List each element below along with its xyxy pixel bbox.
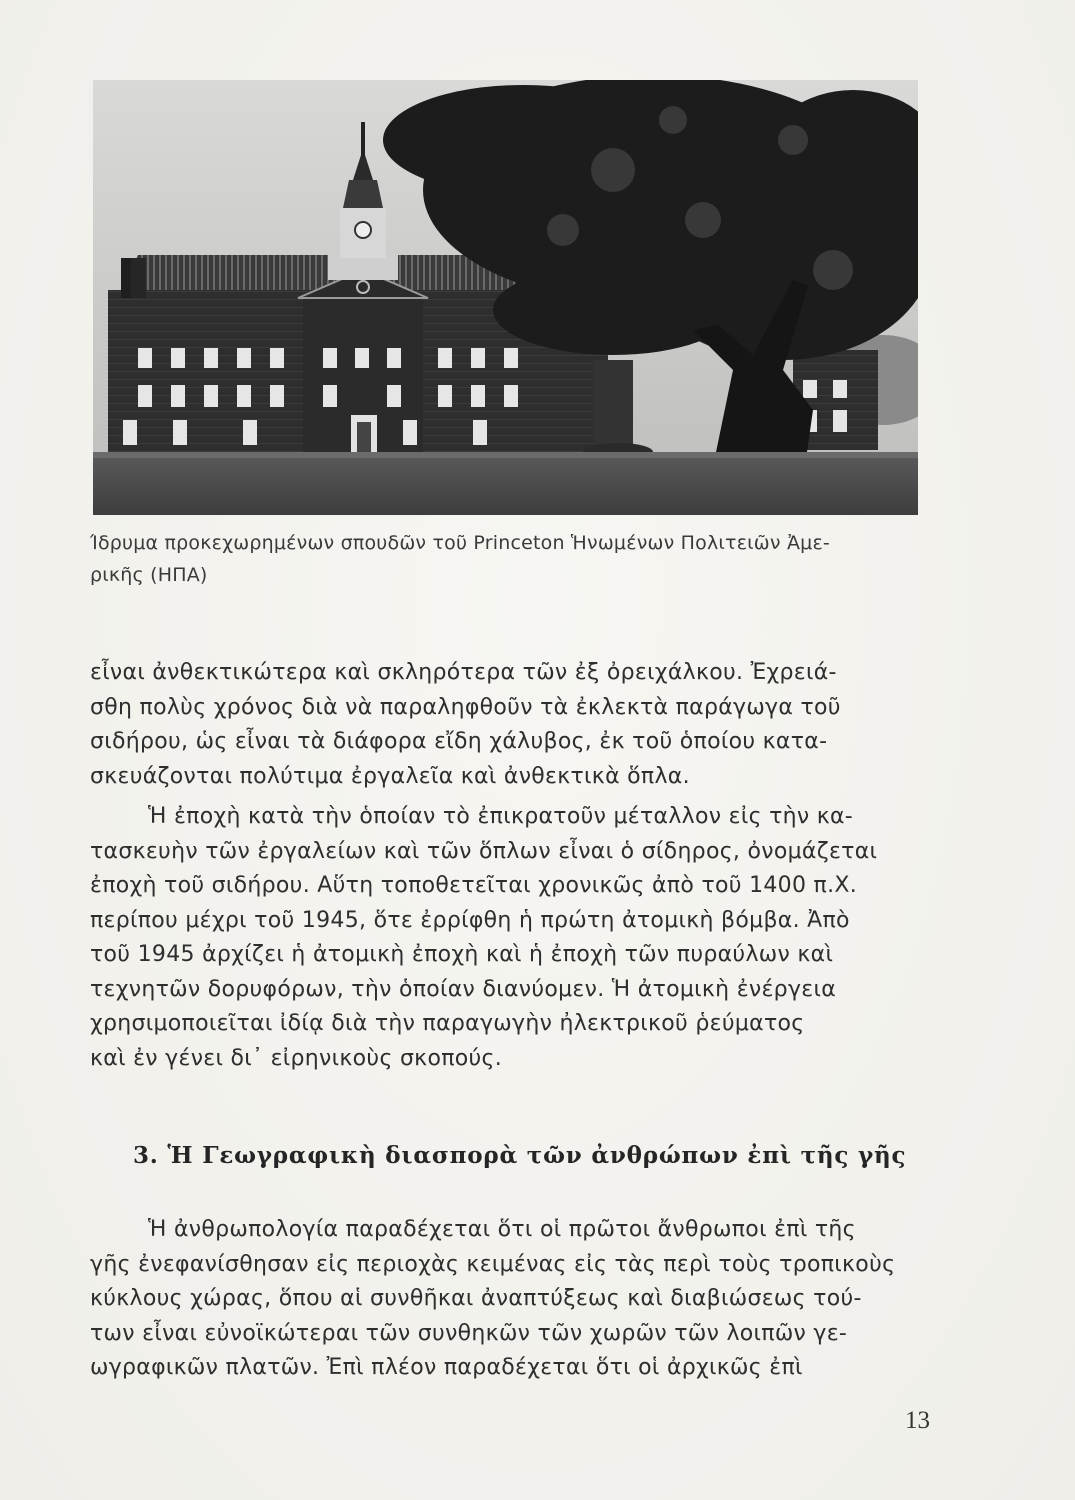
text-line: χρησιμοποιεῖται ἰδίᾳ διὰ τὴν παραγωγὴν ἠλεκτρικοῦ ῥεύματος	[90, 1011, 805, 1036]
text-line: ωγραφικῶν πλατῶν. Ἐπὶ πλέον παραδέχεται ὅτι οἱ ἀρχικῶς ἐπὶ	[90, 1355, 803, 1380]
text-line: καὶ ἐν γένει δι᾽ εἰρηνικοὺς σκοπούς.	[90, 1045, 503, 1071]
text-line: των εἶναι εὐνοϊκώτεραι τῶν συνθηκῶν τῶν χωρῶν τῶν λοιπῶν γε-	[90, 1320, 848, 1346]
princeton-building-photo	[93, 80, 918, 515]
caption-line-1: Ίδρυμα προκεχωρημένων σπουδῶν τοῦ Princeton Ἡνωμένων Πολιτειῶν Ἀμε-	[90, 532, 830, 554]
text-line: γῆς ἐνεφανίσθησαν εἰς περιοχὰς κειμένας εἰς τὰς περὶ τοὺς τροπικοὺς	[90, 1251, 896, 1277]
text-line: τεχνητῶν δορυφόρων, τὴν ὁποίαν διανύομεν. Ἡ ἀτομικὴ ἐνέργεια	[90, 976, 837, 1002]
text-line: σκευάζονται πολύτιμα ἐργαλεῖα καὶ ἀνθεκτικὰ ὅπλα.	[90, 763, 690, 789]
photo-caption	[90, 527, 935, 591]
text-line: Ἡ ἀνθρωπολογία παραδέχεται ὅτι οἱ πρῶτοι ἄνθρωποι ἐπὶ τῆς	[148, 1217, 856, 1242]
text-line: τοῦ 1945 ἀρχίζει ἡ ἀτομικὴ ἐποχὴ καὶ ἡ ἐποχὴ τῶν πυραύλων καὶ	[90, 942, 834, 967]
text-line: κύκλους χώρας, ὅπου αἱ συνθῆκαι ἀναπτύξεως καὶ διαβιώσεως τού-	[90, 1286, 862, 1311]
text-line: εἶναι ἀνθεκτικώτερα καὶ σκληρότερα τῶν ἐξ ὀρειχάλκου. Ἐχρειά-	[90, 660, 837, 685]
caption-line-2: ρικῆς (ΗΠΑ)	[90, 564, 208, 586]
page-number: 13	[905, 1407, 930, 1434]
text-line: σθη πολὺς χρόνος διὰ νὰ παραληφθοῦν τὰ ἐκλεκτὰ παράγωγα τοῦ	[90, 694, 841, 720]
section-heading: 3. Ἡ Γεωγραφικὴ διασπορὰ τῶν ἀνθρώπων ἐπὶ τῆς γῆς	[133, 1142, 907, 1169]
text-line: σιδήρου, ὡς εἶναι τὰ διάφορα εἴδη χάλυβος, ἐκ τοῦ ὁποίου κατα-	[90, 729, 828, 754]
text-line: Ἡ ἐποχὴ κατὰ τὴν ὁποίαν τὸ ἐπικρατοῦν μέταλλον εἰς τὴν κα-	[148, 804, 854, 829]
paragraph-iron-age	[90, 800, 940, 1076]
text-line: τασκευὴν τῶν ἐργαλείων καὶ τῶν ὅπλων εἶναι ὁ σίδηρος, ὀνομάζεται	[90, 838, 878, 864]
paragraph-anthropology	[90, 1213, 940, 1386]
paragraph-iron-alloys	[90, 656, 940, 794]
text-line: περίπου μέχρι τοῦ 1945, ὅτε ἐρρίφθη ἡ πρώτη ἀτομικὴ βόμβα. Ἀπὸ	[90, 907, 850, 933]
text-line: ἐποχὴ τοῦ σιδήρου. Αὕτη τοποθετεῖται χρονικῶς ἀπὸ τοῦ 1400 π.Χ.	[90, 873, 858, 898]
